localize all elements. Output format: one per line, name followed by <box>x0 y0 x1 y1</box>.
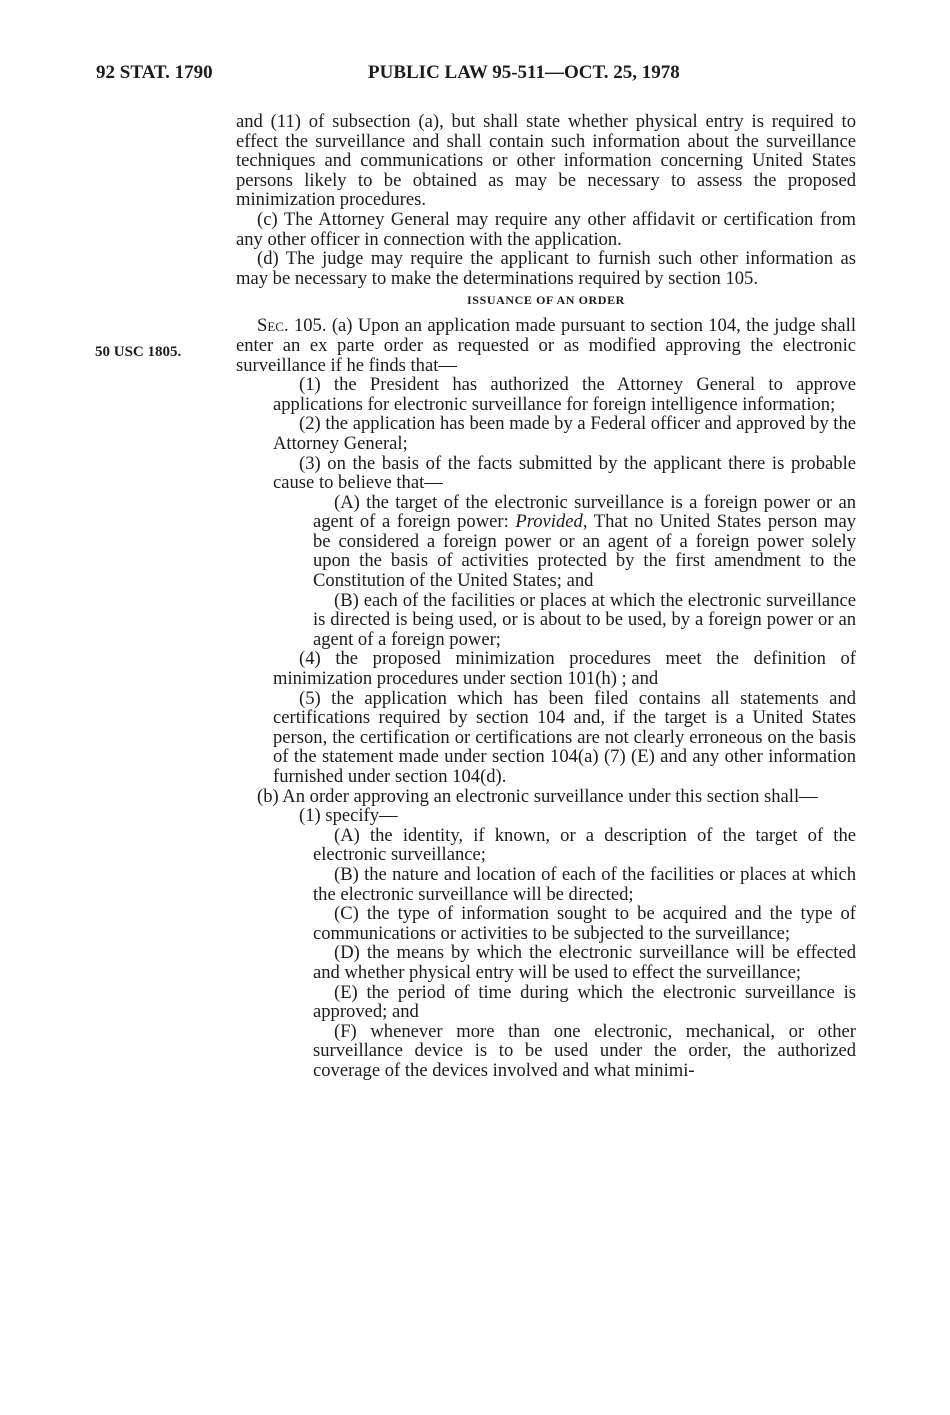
clause-b1D: (D) the means by which the electronic surveillance will be effected and whether physical entry will be used to effect the surveillance; <box>313 942 856 983</box>
statute-page-number: 92 STAT. 1790 <box>96 62 213 83</box>
clause-a3A <box>236 493 856 591</box>
document-body <box>236 112 856 1081</box>
clause-a4: (4) the proposed minimization procedures meet the definition of minimization procedures under section 101(h) ; and <box>273 648 856 690</box>
paragraph-d: (d) The judge may require the applicant to furnish such other information as may be necessary to make the determinations required by section 105. <box>236 248 856 289</box>
clause-a5: (5) the application which has been filed contains all statements and certifications required by section 104 and, if the target is a United States person, the certification or certifications are not clearly erroneous on the basis of the statement made under section 104(a) (7) (E) and any other information furnished under section 104(d). <box>273 687 856 787</box>
clause-a3A-pre: (A) the target of the electronic surveillance is a foreign power or an agent of a foreign power: <box>313 491 856 533</box>
paragraph-continued: and (11) of subsection (a), but shall state whether physical entry is required to effect the surveillance and shall contain such information about the surveillance techniques and communications or other information concerning United States persons likely to be obtained as may be necessary to assess the proposed minimization procedures. <box>236 111 856 211</box>
paragraph-c: (c) The Attorney General may require any other affidavit or certification from any other officer in connection with the application. <box>236 208 856 250</box>
clause-b1A: (A) the identity, if known, or a description of the target of the electronic surveillance; <box>313 824 856 866</box>
provided-term: Provided <box>515 511 583 533</box>
page-header <box>0 62 950 92</box>
section-105-intro <box>236 316 856 375</box>
section-heading: ISSUANCE OF AN ORDER <box>467 293 625 308</box>
paragraph-b: (b) An order approving an electronic surveillance under this section shall— <box>257 785 818 807</box>
clause-b1B: (B) the nature and location of each of the facilities or places at which the electronic surveillance will be directed; <box>313 863 856 905</box>
clause-a1: (1) the President has authorized the Attorney General to approve applications for electronic surveillance for foreign intelligence information; <box>273 374 856 415</box>
section-105-text: 105. (a) Upon an application made pursuant to section 104, the judge shall enter an ex parte order as requested or as modified approving the electronic surveillance if he finds that— <box>236 315 856 376</box>
clause-a2: (2) the application has been made by a Federal officer and approved by the Attorney General; <box>273 413 856 454</box>
clause-a3B: (B) each of the facilities or places at which the electronic surveillance is directed is being used, or is about to be used, by a foreign power or an agent of a foreign power; <box>313 589 856 650</box>
clause-a3: (3) on the basis of the facts submitted by the applicant there is probable cause to believe that— <box>273 452 856 494</box>
clause-b1F: (F) whenever more than one electronic, mechanical, or other surveillance device is to be used under the order, the authorized coverage of the devices involved and what minimi- <box>313 1020 856 1081</box>
section-label: Sec. <box>257 315 289 337</box>
clause-b1E: (E) the period of time during which the electronic surveillance is approved; and <box>313 981 856 1023</box>
usc-margin-note: 50 USC 1805. <box>95 344 182 360</box>
clause-a3A-post: , That no United States person may be considered a foreign power or an agent of a foreign power solely upon the basis of activities protected by the first amendment to the Constitution of the United States; and <box>313 511 856 592</box>
public-law-title: PUBLIC LAW 95-511—OCT. 25, 1978 <box>368 62 680 83</box>
clause-b1C: (C) the type of information sought to be acquired and the type of communications or activities to be subjected to the surveillance; <box>313 903 856 944</box>
clause-b1: (1) specify— <box>299 805 398 827</box>
